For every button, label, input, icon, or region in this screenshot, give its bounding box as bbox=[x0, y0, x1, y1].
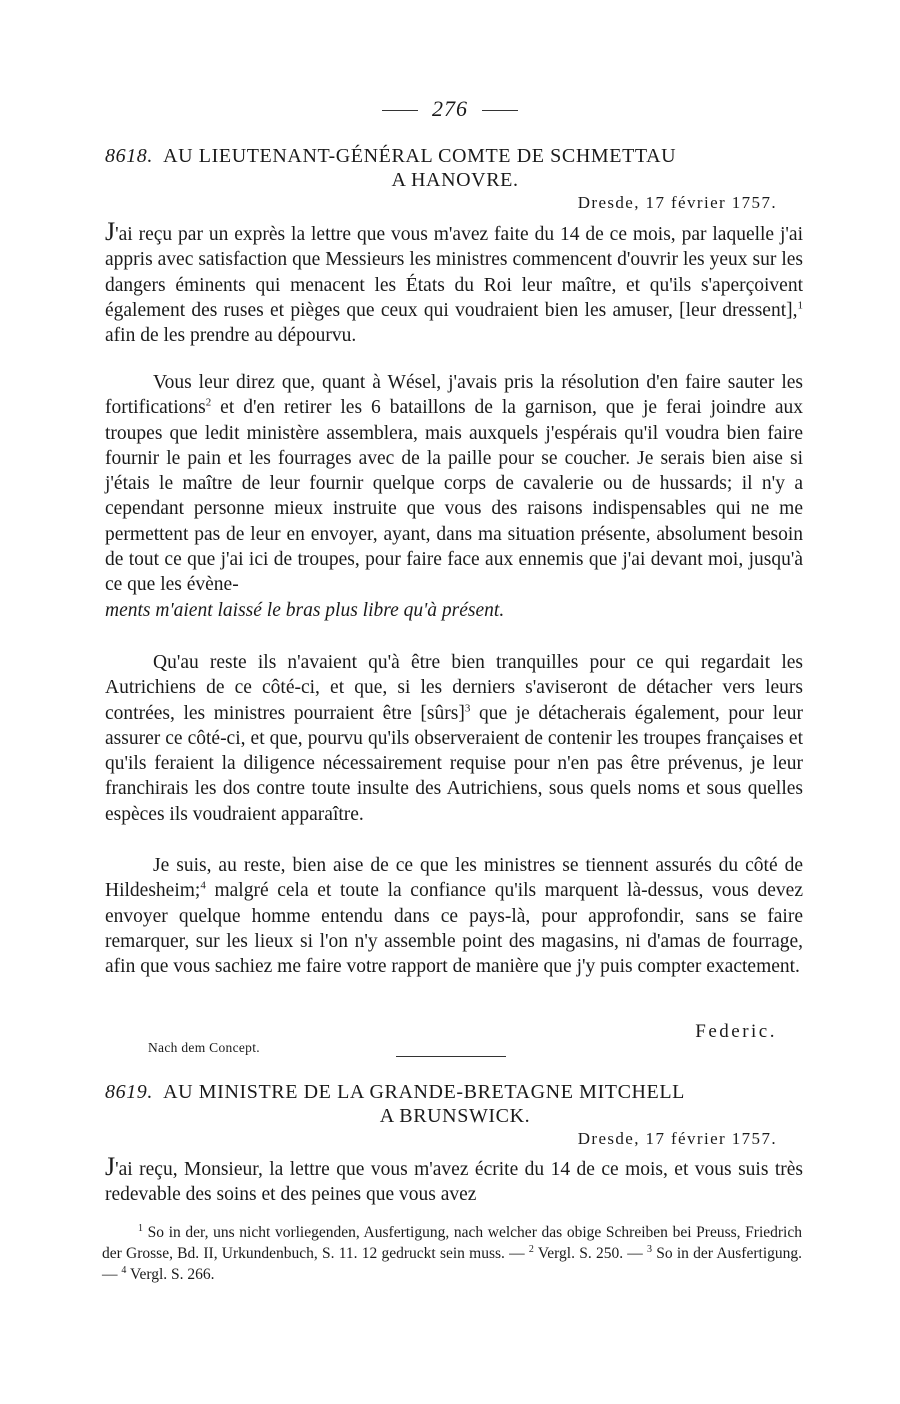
footnote-mark: 4 bbox=[200, 879, 206, 892]
letter-heading-8619 bbox=[105, 1080, 805, 1128]
paragraph-text: Vous leur direz que, quant à Wésel, j'avais pris la résolution d'en faire sauter les fortifications bbox=[105, 372, 803, 419]
letter-heading-8618 bbox=[105, 144, 805, 192]
paragraph-text-italic: ments m'aient laissé le bras plus libre qu'à présent. bbox=[105, 599, 505, 621]
footnote-text: So in der, uns nicht vorliegenden, Ausfertigung, nach welcher das obige Schreiben bei Preuss, Friedrich der Grosse, Bd. II, Urkundenbuch, S. 11. 12 gedruckt sein muss. — bbox=[102, 1224, 802, 1262]
letter-heading-line1 bbox=[105, 1080, 805, 1104]
letter-dateline: Dresde, 17 février 1757. bbox=[577, 193, 777, 212]
paragraph-text: afin de les prendre au dépourvu. bbox=[105, 325, 357, 347]
paragraph-text: Qu'au reste ils n'avaient qu'à être bien tranquilles pour ce qui regardait les Autrichiens de ce côté-ci, et que, si les derniers s'aviseront de détacher vers leurs contrées, les ministres pourraient être [sûrs] bbox=[105, 652, 803, 724]
letter-place: A BRUNSWICK. bbox=[379, 1105, 531, 1127]
letter-paragraph bbox=[105, 853, 803, 979]
letter-paragraph bbox=[105, 219, 803, 348]
letter-number: 8619. bbox=[105, 1081, 153, 1103]
source-note: Nach dem Concept. bbox=[148, 1040, 260, 1055]
letter-paragraph bbox=[105, 650, 803, 827]
footnote-text: Vergl. S. 266. bbox=[126, 1266, 215, 1283]
footnote-mark: 1 bbox=[797, 299, 803, 312]
footnote-text: Vergl. S. 250. — bbox=[533, 1245, 648, 1262]
paragraph-text: que je détacherais également, pour leur assurer ce côté-ci, et que, pourvu qu'ils observeraient de contenir les troupes françaises et qu'ils feraient la diligence nécessairement requise pour n'en pas être prévenus, je leur franchirais les dos contre toute insulte des Autrichiens, sous quels noms et sous quelles espèces ils voudraient apparaître. bbox=[105, 702, 804, 825]
paragraph-text: malgré cela et toute la confiance qu'ils marquent là-dessus, vous devez envoyer quelque homme entendu dans ce pays-là, pour approfondir, sans se faire remarquer, sur les lieux si l'on n'y assemble point des magasins, ni d'amas de fourrage, afin que vous sachiez me faire votre rapport de manière que j'y puis compter exactement. bbox=[105, 880, 803, 978]
letter-recipient: AU MINISTRE DE LA GRANDE-BRETAGNE MITCHELL bbox=[163, 1081, 685, 1103]
signature: Federic. bbox=[695, 1021, 777, 1042]
footnote-number: 2 bbox=[528, 1243, 534, 1255]
letter-place: A HANOVRE. bbox=[391, 169, 519, 191]
paragraph-text: 'ai reçu, Monsieur, la lettre que vous m'avez écrite du 14 de ce mois, et vous suis très redevable des soins et des peines que vous avez bbox=[105, 1159, 803, 1206]
letter-paragraph bbox=[105, 370, 803, 623]
page-number-text: 276 bbox=[432, 96, 468, 121]
paragraph-text: et d'en retirer les 6 bataillons de la garnison, que je ferai joindre aux troupes que ledit ministère assemblera, mais auxquels j'espérais qu'il voudra bien faire fournir le pain et les fourrages avec de la paille pour se coucher. Je serais bien aise si j'étais le maître de leur fournir quelque corps de cavalerie ou de hussards; il n'y a cependant personne mieux instruite que vous des raisons indispensables qui ne me permettent pas de leur en envoyer, ayant, dans ma situation présente, absolument besoin de tout ce que j'ai ici de troupes, pour faire face aux ennemis que j'ai devant moi, jusqu'à ce que les évène- bbox=[105, 397, 803, 596]
footnote-number: 1 bbox=[138, 1222, 143, 1234]
footnote-mark: 2 bbox=[205, 396, 212, 409]
section-divider bbox=[396, 1056, 506, 1057]
folio-dash-right bbox=[482, 110, 518, 111]
folio-dash-left bbox=[382, 110, 418, 111]
paragraph-text: Je suis, au reste, bien aise de ce que les ministres se tiennent assurés du côté de Hildesheim; bbox=[105, 855, 803, 902]
footnote-number: 3 bbox=[647, 1243, 653, 1255]
footnotes bbox=[102, 1222, 802, 1285]
footnote-text: So in der Ausfertigung. — bbox=[102, 1245, 802, 1283]
letter-heading-line1 bbox=[105, 144, 805, 168]
paragraph-text: 'ai reçu par un exprès la lettre que vous m'avez faite du 14 de ce mois, par laquelle j'ai appris avec satisfaction que Messieurs les ministres commencent d'ouvrir les yeux sur les dangers éminents qui menacent les États du Roi leur maître, et qu'ils s'aperçoivent également des ruses et pièges que ceux qui voudraient bien les amuser, [leur dressent], bbox=[105, 224, 803, 321]
page-number bbox=[0, 96, 900, 122]
letter-paragraph bbox=[105, 1154, 803, 1208]
opening-initial: J bbox=[105, 1152, 116, 1181]
letter-number: 8618. bbox=[105, 145, 153, 167]
letter-dateline: Dresde, 17 février 1757. bbox=[577, 1129, 777, 1148]
opening-initial: J bbox=[105, 217, 116, 246]
letter-recipient: AU LIEUTENANT-GÉNÉRAL COMTE DE SCHMETTAU bbox=[163, 145, 677, 167]
footnote-mark: 3 bbox=[464, 702, 471, 715]
footnote-number: 4 bbox=[121, 1264, 127, 1276]
